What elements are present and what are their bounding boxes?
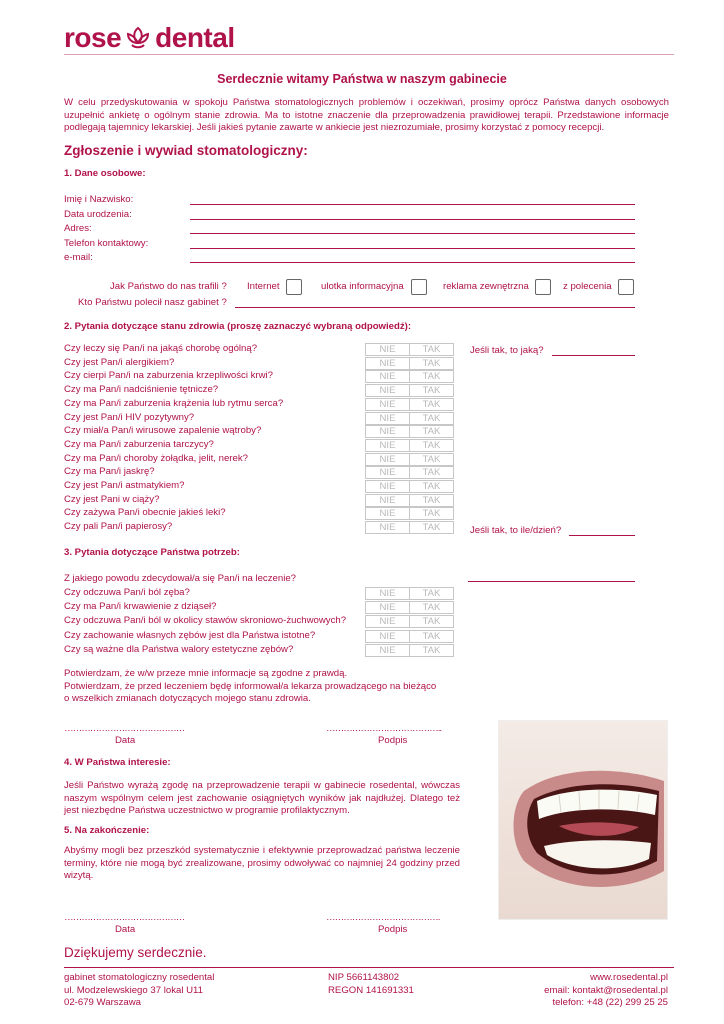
health-yes-option[interactable]: TAK	[409, 357, 454, 370]
health-question: Czy ma Pan/i choroby żołądka, jelit, nerek?	[64, 452, 248, 464]
health-question: Czy miał/a Pan/i wirusowe zapalenie wątroby?	[64, 425, 262, 437]
needs-no-option[interactable]: NIE	[365, 615, 410, 628]
signature-label-2: Podpis	[378, 924, 408, 935]
personal-field-input[interactable]	[190, 233, 635, 234]
needs-no-option[interactable]: NIE	[365, 601, 410, 614]
cigarettes-per-day-input[interactable]	[569, 535, 635, 536]
needs-no-option[interactable]: NIE	[365, 630, 410, 643]
needs-question: Czy odczuwa Pan/i ból zęba?	[64, 587, 190, 598]
personal-field-label: Adres:	[64, 223, 92, 234]
health-yes-option[interactable]: TAK	[409, 343, 454, 356]
confirmation-text	[64, 668, 464, 706]
which-disease-label: Jeśli tak, to jaką?	[470, 345, 544, 356]
signature-label-1: Podpis	[378, 735, 408, 746]
health-yes-option[interactable]: TAK	[409, 384, 454, 397]
footer-contact	[544, 972, 668, 1010]
signature-line-2[interactable]: ………………………………….	[326, 912, 440, 923]
footer-registration	[328, 972, 414, 997]
health-no-option[interactable]: NIE	[365, 370, 410, 383]
section1-title: 1. Dane osobowe:	[64, 168, 146, 179]
needs-yes-option[interactable]: TAK	[409, 615, 454, 628]
source-ad-checkbox[interactable]	[535, 279, 551, 295]
footer-regon: REGON 141691331	[328, 984, 414, 996]
personal-field-label: Imię i Nazwisko:	[64, 194, 134, 205]
page-title: Serdecznie witamy Państwa w naszym gabinecie	[217, 72, 507, 86]
confirmation-line-1: Potwierdzam, że w/w przeze mnie informacje są zgodne z prawdą.	[64, 668, 348, 679]
logo-text-dental: dental	[155, 22, 235, 53]
needs-question: Czy zachowanie własnych zębów jest dla Państwa istotne?	[64, 629, 316, 641]
health-question: Czy ma Pan/i jaskrę?	[64, 466, 155, 478]
personal-field-input[interactable]	[190, 262, 635, 263]
source-internet-label: Internet	[247, 281, 280, 292]
needs-no-option[interactable]: NIE	[365, 587, 410, 600]
health-question: Czy jest Pan/i astmatykiem?	[64, 480, 185, 491]
footer-email[interactable]: email: kontakt@rosedental.pl	[544, 984, 668, 996]
rose-flower-icon	[123, 23, 153, 53]
health-question: Czy leczy się Pan/i na jakąś chorobę ogólną?	[64, 343, 258, 354]
source-leaflet-label: ulotka informacyjna	[321, 281, 404, 292]
personal-field-label: Data urodzenia:	[64, 208, 132, 220]
health-question: Czy cierpi Pan/i na zaburzenia krzepliwości krwi?	[64, 370, 274, 382]
footer-street: ul. Modzelewskiego 37 lokal U11	[64, 984, 204, 996]
section2-title: 2. Pytania dotyczące stanu zdrowia (proszę zaznaczyć wybraną odpowiedź):	[64, 321, 412, 332]
treatment-reason-question: Z jakiego powodu zdecydował/a się Pan/i na leczenie?	[64, 573, 296, 584]
form-heading: Zgłoszenie i wywiad stomatologiczny:	[64, 143, 308, 158]
health-yes-option[interactable]: TAK	[409, 466, 454, 479]
health-no-option[interactable]: NIE	[365, 453, 410, 466]
health-no-option[interactable]: NIE	[365, 425, 410, 438]
health-question: Czy ma Pan/i nadciśnienie tętnicze?	[64, 384, 219, 396]
health-question: Czy jest Pan/i alergikiem?	[64, 356, 175, 368]
health-yes-option[interactable]: TAK	[409, 439, 454, 452]
health-yes-option[interactable]: TAK	[409, 453, 454, 466]
cigarettes-per-day-label: Jeśli tak, to ile/dzień?	[470, 525, 562, 536]
needs-yes-option[interactable]: TAK	[409, 587, 454, 600]
health-question: Czy jest Pani w ciąży?	[64, 493, 160, 505]
personal-field-label: Telefon kontaktowy:	[64, 237, 149, 249]
health-no-option[interactable]: NIE	[365, 521, 410, 534]
signature-line-1[interactable]: …………………………………..	[326, 723, 442, 734]
health-yes-option[interactable]: TAK	[409, 521, 454, 534]
footer-phone: telefon: +48 (22) 299 25 25	[552, 997, 668, 1008]
health-question: Czy pali Pan/i papierosy?	[64, 521, 173, 533]
health-question: Czy jest Pan/i HIV pozytywny?	[64, 411, 195, 423]
source-ad-label: reklama zewnętrzna	[443, 281, 529, 292]
health-no-option[interactable]: NIE	[365, 480, 410, 493]
date-line-2[interactable]: ……………………………………	[64, 912, 185, 923]
health-no-option[interactable]: NIE	[365, 357, 410, 370]
health-no-option[interactable]: NIE	[365, 384, 410, 397]
health-yes-option[interactable]: TAK	[409, 370, 454, 383]
needs-question: Czy są ważne dla Państwa walory estetyczne zębów?	[64, 643, 294, 655]
health-no-option[interactable]: NIE	[365, 466, 410, 479]
date-line-1[interactable]: ……………………………………	[64, 723, 185, 734]
referral-question: Kto Państwu polecił nasz gabinet ?	[78, 297, 227, 308]
health-no-option[interactable]: NIE	[365, 494, 410, 507]
confirmation-line-2: Potwierdzam, że przed leczeniem będę informował/a lekarza prowadzącego na bieżąco	[64, 680, 437, 692]
footer-address	[64, 972, 214, 1010]
header-divider	[64, 54, 674, 55]
personal-field-input[interactable]	[190, 219, 635, 220]
health-question: Czy ma Pan/i zaburzenia krążenia lub rytmu serca?	[64, 397, 284, 409]
smiling-mouth-illustration	[499, 721, 668, 920]
personal-field-input[interactable]	[190, 248, 635, 249]
section5-title: 5. Na zakończenie:	[64, 825, 150, 836]
health-question: Czy zażywa Pan/i obecnie jakieś leki?	[64, 507, 226, 519]
health-yes-option[interactable]: TAK	[409, 507, 454, 520]
referral-input-line[interactable]	[235, 307, 635, 308]
health-yes-option[interactable]: TAK	[409, 412, 454, 425]
needs-no-option[interactable]: NIE	[365, 644, 410, 657]
section5-text: Abyśmy mogli bez przeszkód systematycznie i efektywnie przeprowadzać państwa leczenie terminy, które nie mogą być zrealizowane, prosimy odwoływać co najmniej 24 godziny przed wizytą.	[64, 845, 460, 881]
health-yes-option[interactable]: TAK	[409, 425, 454, 438]
confirmation-line-3: o wszelkich zmianach dotyczących mojego stanu zdrowia.	[64, 693, 311, 704]
personal-field-input[interactable]	[190, 204, 635, 205]
thanks-text: Dziękujemy serdecznie.	[64, 945, 207, 960]
section3-title: 3. Pytania dotyczące Państwa potrzeb:	[64, 547, 240, 558]
health-no-option[interactable]: NIE	[365, 343, 410, 356]
health-no-option[interactable]: NIE	[365, 439, 410, 452]
footer-clinic-name: gabinet stomatologiczny rosedental	[64, 972, 215, 983]
needs-question: Czy odczuwa Pan/i ból w okolicy stawów skroniowo-żuchwowych?	[64, 615, 347, 627]
footer-website[interactable]: www.rosedental.pl	[590, 972, 668, 983]
source-referral-checkbox[interactable]	[618, 279, 634, 295]
logo	[64, 22, 235, 54]
smiling-mouth-photo	[498, 720, 668, 920]
footer-city: 02-679 Warszawa	[64, 997, 141, 1008]
needs-yes-option[interactable]: TAK	[409, 601, 454, 614]
section4-text: Jeśli Państwo wyrażą zgodę na przeprowadzenie terapii w gabinecie rosedental, wówczas naszym wspólnym celem jest zachowanie osiągniętych wyników jak najdłużej. Dlatego też jest niezbędne Państwa uczestnictwo w programie profilaktycznym.	[64, 780, 460, 816]
health-yes-option[interactable]: TAK	[409, 480, 454, 493]
health-no-option[interactable]: NIE	[365, 412, 410, 425]
source-question: Jak Państwo do nas trafili ?	[110, 281, 227, 292]
needs-yes-option[interactable]: TAK	[409, 630, 454, 643]
health-no-option[interactable]: NIE	[365, 507, 410, 520]
footer-divider	[64, 967, 674, 968]
source-referral-label: z polecenia	[563, 281, 612, 292]
which-disease-input[interactable]	[552, 355, 635, 356]
needs-yes-option[interactable]: TAK	[409, 644, 454, 657]
source-leaflet-checkbox[interactable]	[411, 279, 427, 295]
footer-nip: NIP 5661143802	[328, 972, 400, 983]
health-yes-option[interactable]: TAK	[409, 398, 454, 411]
date-label-1: Data	[115, 735, 136, 746]
health-no-option[interactable]: NIE	[365, 398, 410, 411]
personal-field-label: e-mail:	[64, 252, 93, 263]
treatment-reason-input[interactable]	[468, 581, 635, 582]
logo-text-rose: rose	[64, 22, 122, 53]
date-label-2: Data	[115, 924, 136, 935]
source-internet-checkbox[interactable]	[286, 279, 302, 295]
section4-title: 4. W Państwa interesie:	[64, 757, 171, 768]
health-question: Czy ma Pan/i zaburzenia tarczycy?	[64, 438, 214, 450]
needs-question: Czy ma Pan/i krwawienie z dziąseł?	[64, 601, 217, 613]
intro-paragraph: W celu przedyskutowania w spokoju Państwa stomatologicznych problemów i oczekiwań, prosimy oprócz Państwa danych osobowych uzupełnić ankietę o ogólnym stanie zdrowia. Ma to istotne znaczenie dla przeprowadzenia prawidłowej terapii. Przedstawione informacje podlegają tajemnicy lekarskiej. Jeśli jakieś pytanie zawarte w ankiecie jest niezrozumiałe, prosimy korzystać z pomocy recepcji.	[64, 97, 669, 133]
health-yes-option[interactable]: TAK	[409, 494, 454, 507]
